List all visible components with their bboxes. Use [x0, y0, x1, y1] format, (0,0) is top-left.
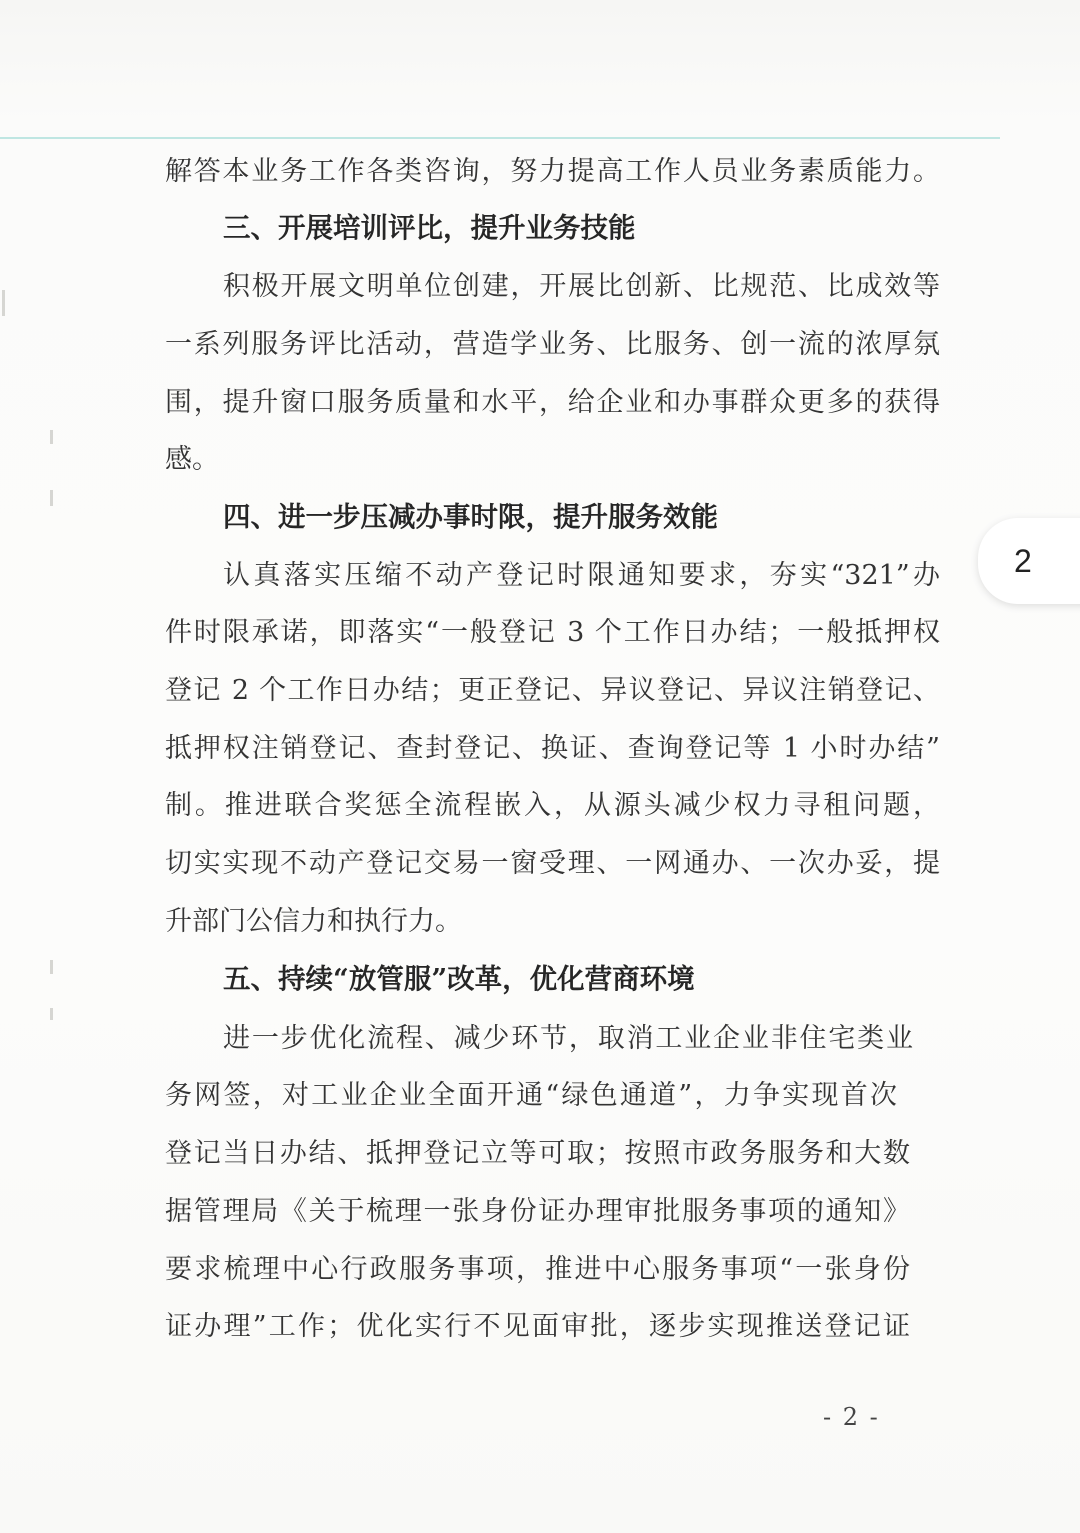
paragraph-line: 据管理局《关于梳理一张身份证办理审批服务事项的通知》	[165, 1196, 910, 1227]
scan-margin-mark	[50, 490, 53, 506]
page-number: - 2 -	[823, 1403, 880, 1431]
paragraph-line: 务网签，对工业企业全面开通“绿色通道”，力争实现首次	[165, 1080, 897, 1111]
paragraph-line: 围，提升窗口服务质量和水平，给企业和办事群众更多的获得	[165, 387, 940, 418]
section-heading-3: 三、开展培训评比，提升业务技能	[223, 212, 636, 244]
paragraph-line: 登记当日办结、抵押登记立等可取；按照市政务服务和大数	[165, 1138, 910, 1169]
paragraph-line: 积极开展文明单位创建，开展比创新、比规范、比成效等	[223, 271, 940, 302]
paragraph-line: 抵押权注销登记、查封登记、换证、查询登记等 1 小时办结”	[165, 733, 940, 764]
paragraph-line: 要求梳理中心行政服务事项，推进中心服务事项“一张身份	[165, 1254, 910, 1285]
scan-margin-mark	[50, 960, 53, 974]
paragraph-line: 解答本业务工作各类咨询，努力提高工作人员业务素质能力。	[165, 156, 940, 187]
scan-margin-mark	[50, 430, 53, 444]
section-heading-4: 四、进一步压减办事时限，提升服务效能	[223, 501, 718, 533]
paragraph-line: 件时限承诺，即落实“一般登记 3 个工作日办结；一般抵押权	[165, 617, 940, 648]
paragraph-line: 认真落实压缩不动产登记时限通知要求，夯实“321”办	[223, 560, 940, 591]
paragraph-line: 切实实现不动产登记交易一窗受理、一网通办、一次办妥，提	[165, 848, 940, 879]
page-top-rule	[0, 137, 1000, 139]
paragraph-line: 升部门公信力和执行力。	[165, 906, 462, 937]
scan-margin-mark	[2, 290, 5, 316]
page-indicator-label: 2	[1014, 542, 1032, 579]
paragraph-line: 登记 2 个工作日办结；更正登记、异议登记、异议注销登记、	[165, 675, 940, 706]
paragraph-line: 进一步优化流程、减少环节，取消工业企业非住宅类业	[223, 1023, 913, 1054]
section-heading-5: 五、持续“放管服”改革，优化营商环境	[223, 963, 695, 995]
paragraph-line: 制。推进联合奖惩全流程嵌入，从源头减少权力寻租问题，	[165, 790, 940, 821]
paragraph-line: 证办理”工作；优化实行不见面审批，逐步实现推送登记证	[165, 1311, 910, 1342]
page-indicator-tab[interactable]	[978, 518, 1080, 604]
paragraph-line: 一系列服务评比活动，营造学业务、比服务、创一流的浓厚氛	[165, 329, 940, 360]
scan-margin-mark	[50, 1008, 53, 1020]
paragraph-line: 感。	[165, 444, 219, 475]
